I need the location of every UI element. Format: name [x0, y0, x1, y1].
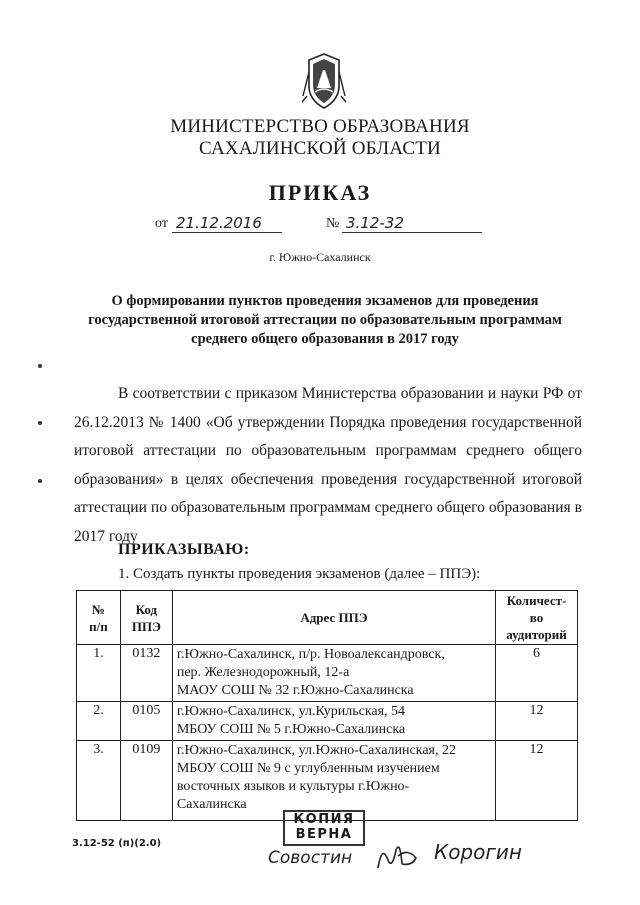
row-code: 0132	[120, 645, 172, 702]
ministry-name-line1: МИНИСТЕРСТВО ОБРАЗОВАНИЯ	[170, 116, 470, 137]
preamble-paragraph: В соответствии с приказом Министерства образовании и науки РФ от 26.12.2013 № 1400 «Об утверждении Порядка проведения государственной итоговой аттестации по образовательным программам среднего общего образования» в целях обеспечения проведения государственной итоговой аттестации по образовательным программам среднего общего образования в 2017 году	[74, 385, 582, 545]
date-value: 21.12.2016	[176, 214, 262, 232]
header-num-line1: №	[91, 601, 105, 617]
header-code-line1: Код	[135, 601, 158, 617]
title-line1: О формировании пунктов проведения экзаменов для проведения	[111, 293, 539, 309]
address-line: пер. Железнодорожный, 12-а	[176, 665, 350, 680]
row-count: 6	[496, 645, 578, 702]
header-num-line2: п/п	[89, 618, 108, 634]
header-address: Адрес ППЭ	[172, 591, 495, 645]
signature-1: Совостин	[268, 848, 353, 868]
table-row	[77, 702, 578, 741]
ppe-table	[76, 590, 578, 821]
header-num	[77, 591, 121, 645]
address-line: МБОУ СОШ № 5 г.Южно-Сахалинска	[176, 722, 406, 737]
row-code: 0105	[120, 702, 172, 741]
punch-hole-mark	[38, 479, 42, 483]
orders-heading: ПРИКАЗЫВАЮ:	[118, 541, 250, 558]
header-code-line2: ППЭ	[131, 618, 161, 634]
row-num: 3.	[77, 741, 121, 821]
row-code: 0109	[120, 741, 172, 821]
city: г. Южно-Сахалинск	[269, 250, 371, 264]
ministry-name-line2: САХАЛИНСКОЙ ОБЛАСТИ	[199, 138, 441, 159]
row-count: 12	[496, 741, 578, 821]
row-address	[172, 645, 495, 702]
copy-stamp	[283, 810, 365, 846]
number-label: №	[326, 216, 340, 231]
punch-hole-mark	[38, 421, 42, 425]
order-item-1: 1. Создать пункты проведения экзаменов (далее – ППЭ):	[118, 566, 481, 582]
document-title	[60, 292, 590, 349]
coat-of-arms-icon	[301, 52, 347, 110]
table-row	[77, 645, 578, 702]
header-count	[496, 591, 578, 645]
address-line: МАОУ СОШ № 32 г.Южно-Сахалинска	[176, 683, 414, 698]
address-line: г.Южно-Сахалинск, п/р. Новоалександровск,	[176, 647, 445, 662]
table-row	[77, 741, 578, 821]
address-line: г.Южно-Сахалинск, ул.Курильская, 54	[176, 704, 406, 719]
title-line2: государственной итоговой аттестации по образовательным программам	[88, 312, 562, 328]
row-num: 1.	[77, 645, 121, 702]
number-value: 3.12-32	[346, 214, 404, 232]
table-header-row	[77, 591, 578, 645]
header-count-line3: аудиторий	[506, 627, 567, 642]
row-num: 2.	[77, 702, 121, 741]
row-address	[172, 741, 495, 821]
signature-3: Корогин	[434, 840, 522, 864]
address-line: МБОУ СОШ № 9 с углубленным изучением	[176, 761, 440, 776]
document-code: 3.12-52 (п)(2.0)	[72, 838, 162, 849]
address-line: восточных языков и культуры г.Южно-	[176, 779, 410, 794]
row-address	[172, 702, 495, 741]
punch-hole-mark	[38, 364, 42, 368]
header-code	[120, 591, 172, 645]
stamp-line2: ВЕРНА	[295, 827, 353, 842]
address-line: Сахалинска	[176, 797, 247, 812]
signature-2-icon	[372, 838, 422, 874]
header-count-line2: во	[529, 610, 544, 625]
address-line: г.Южно-Сахалинск, ул.Южно-Сахалинская, 22	[176, 743, 456, 758]
stamp-line1: КОПИЯ	[293, 812, 355, 827]
header-count-line1: Количест-	[506, 593, 567, 608]
document-type: ПРИКАЗ	[268, 180, 372, 205]
date-label: от	[155, 216, 168, 231]
title-line3: среднего общего образования в 2017 году	[191, 331, 459, 347]
row-count: 12	[496, 702, 578, 741]
